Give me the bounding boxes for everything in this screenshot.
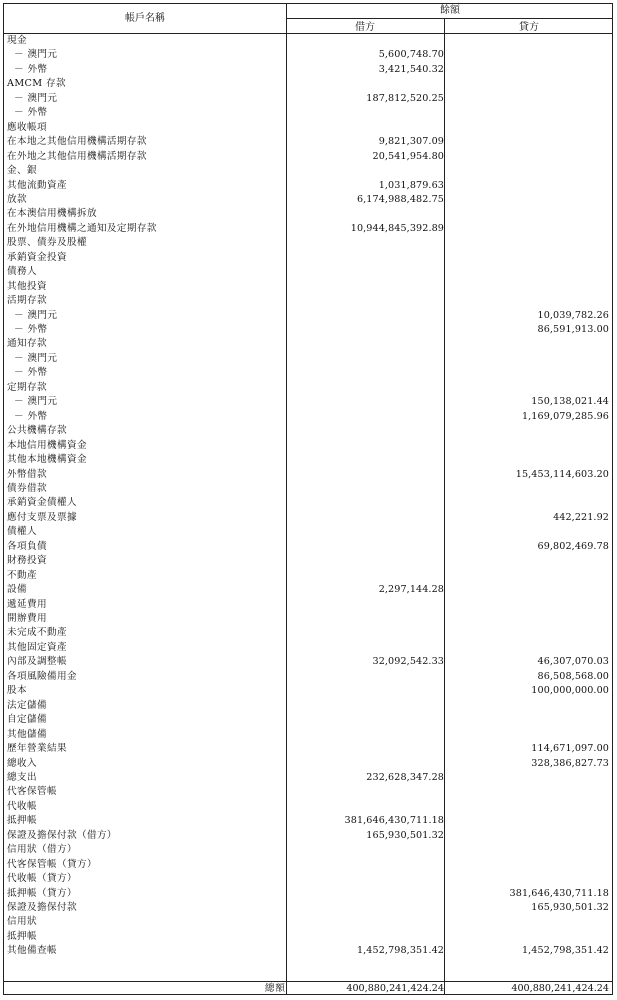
account-row: [4, 222, 614, 236]
account-label: 代收帳（貸方）: [7, 873, 77, 885]
account-label: － 外幣: [14, 63, 48, 75]
debit-amount: 165,930,501.32: [366, 829, 444, 841]
account-label: 抵押帳: [7, 815, 37, 827]
account-row: [4, 554, 614, 568]
account-row: [4, 77, 614, 91]
account-label: 股本: [7, 685, 27, 697]
credit-amount: 46,307,070.03: [537, 656, 609, 668]
account-label: 放款: [7, 193, 27, 205]
account-row: [4, 525, 614, 539]
account-label: 公共機構存款: [7, 425, 67, 437]
account-row: [4, 944, 614, 958]
account-row: [4, 236, 614, 250]
account-row: [4, 583, 614, 597]
account-label: 總支出: [7, 771, 37, 783]
debit-amount: 20,541,954.80: [372, 150, 444, 162]
account-label: 代客保管帳: [7, 786, 57, 798]
account-label: 其他本地機構資金: [7, 454, 87, 466]
credit-amount: 165,930,501.32: [531, 902, 609, 913]
debit-amount: 1,031,879.63: [378, 179, 444, 191]
header-debit: 借方: [355, 22, 375, 33]
account-label: － 外幣: [14, 324, 48, 335]
credit-amount: 381,646,430,711.18: [509, 887, 609, 899]
header-credit: 貸方: [519, 22, 539, 33]
account-row: [4, 872, 614, 886]
account-label: 歷年營業結果: [7, 743, 67, 755]
account-row: [4, 511, 614, 525]
account-label: 現金: [7, 35, 27, 46]
account-label: － 澳門元: [14, 352, 58, 364]
account-label: 自定儲備: [7, 714, 47, 726]
account-row: [4, 164, 614, 178]
total-row: [4, 982, 614, 996]
account-row: [4, 135, 614, 149]
account-label: 在本地之其他信用機構活期存款: [7, 136, 147, 148]
account-label: － 澳門元: [14, 396, 58, 408]
credit-amount: 86,591,913.00: [537, 324, 609, 335]
account-label: 信用狀（借方）: [7, 844, 77, 856]
account-row: [4, 381, 614, 395]
account-label: AMCM 存款: [7, 78, 66, 90]
account-row: [4, 453, 614, 467]
account-label: 應付支票及票據: [7, 511, 77, 523]
account-label: 本地信用機構資金: [7, 439, 87, 451]
account-row: [4, 366, 614, 380]
account-label: － 澳門元: [14, 49, 58, 61]
account-label: 各項風險備用金: [7, 670, 77, 682]
account-row: [4, 179, 614, 193]
account-row: [4, 439, 614, 453]
account-row: [4, 901, 614, 915]
account-label: － 外幣: [14, 367, 48, 379]
account-label: 活期存款: [7, 295, 47, 307]
debit-amount: 232,628,347.28: [366, 771, 444, 783]
account-row: [4, 915, 614, 929]
account-row: [4, 887, 614, 901]
account-row: [4, 207, 614, 221]
account-row: [4, 670, 614, 684]
account-row: [4, 684, 614, 698]
account-label: 總收入: [7, 757, 37, 769]
credit-amount: 1,169,079,285.96: [521, 410, 609, 422]
debit-amount: 381,646,430,711.18: [344, 815, 444, 827]
account-row: [4, 265, 614, 279]
account-label: 開辦費用: [7, 613, 47, 624]
account-row: [4, 294, 614, 308]
account-row: [4, 612, 614, 626]
account-row: [4, 742, 614, 756]
account-label: 其他儲備: [7, 728, 47, 740]
debit-amount: 10,944,845,392.89: [350, 222, 444, 234]
credit-amount: 15,453,114,603.20: [515, 468, 609, 480]
credit-amount: 86,508,568.00: [537, 670, 609, 682]
account-row: [4, 323, 614, 337]
account-label: 其他備查帳: [7, 945, 57, 957]
account-row: [4, 785, 614, 799]
account-row: [4, 800, 614, 814]
credit-amount: 150,138,021.44: [531, 396, 609, 408]
account-row: [4, 121, 614, 135]
account-row: [4, 829, 614, 843]
account-row: [4, 280, 614, 294]
account-label: 信用狀: [7, 916, 37, 928]
debit-amount: 3,421,540.32: [378, 63, 444, 75]
account-label: 財務投資: [7, 555, 47, 567]
account-label: 保證及擔保付款（借方）: [7, 829, 117, 841]
account-row: [4, 48, 614, 62]
debit-amount: 6,174,988,482.75: [356, 193, 444, 205]
account-label: 債券借款: [7, 482, 47, 494]
account-row: [4, 569, 614, 583]
header-divider-balance: [286, 18, 612, 19]
account-label: 在外地信用機構之通知及定期存款: [7, 222, 157, 234]
account-label: 金、銀: [7, 165, 37, 177]
account-row: [4, 395, 614, 409]
account-label: － 外幣: [14, 410, 48, 422]
account-label: － 澳門元: [14, 92, 58, 104]
account-row: [4, 193, 614, 207]
credit-amount: 328,386,827.73: [531, 757, 609, 769]
account-label: 應收帳項: [7, 121, 47, 133]
account-row: [4, 352, 614, 366]
account-label: 在外地之其他信用機構活期存款: [7, 150, 147, 162]
account-row: [4, 92, 614, 106]
account-label: 內部及調整帳: [7, 656, 67, 668]
account-row: [4, 496, 614, 510]
account-label: 其他流動資產: [7, 179, 67, 191]
account-row: [4, 858, 614, 872]
credit-amount: 114,671,097.00: [531, 743, 609, 755]
account-label: 各項負債: [7, 540, 47, 552]
account-label: 在本澳信用機構拆放: [7, 208, 97, 220]
debit-amount: 5,600,748.70: [378, 49, 444, 61]
debit-amount: 1,452,798,351.42: [356, 945, 444, 957]
debit-amount: 9,821,307.09: [378, 136, 444, 148]
account-label: 其他投資: [7, 280, 47, 292]
account-row: [4, 699, 614, 713]
account-row: [4, 930, 614, 944]
account-label: 股票、債券及股權: [7, 237, 87, 249]
debit-amount: 2,297,144.28: [378, 584, 444, 596]
credit-amount: 1,452,798,351.42: [521, 945, 609, 957]
account-row: [4, 34, 614, 48]
account-label: － 澳門元: [14, 309, 58, 321]
balance-sheet-table: [3, 3, 613, 995]
account-row: [4, 540, 614, 554]
account-row: [4, 655, 614, 669]
account-label: 債權人: [7, 526, 37, 538]
total-debit: 400,880,241,424.24: [346, 983, 444, 994]
account-label: 遞延費用: [7, 598, 47, 610]
account-label: 法定儲備: [7, 699, 47, 711]
total-credit: 400,880,241,424.24: [511, 983, 609, 994]
account-row: [4, 814, 614, 828]
total-label: 總額: [264, 983, 286, 994]
credit-amount: 10,039,782.26: [537, 309, 609, 321]
account-row: [4, 150, 614, 164]
account-label: 保證及擔保付款: [7, 902, 77, 913]
account-row: [4, 626, 614, 640]
account-label: 外幣借款: [7, 468, 47, 480]
account-row: [4, 641, 614, 655]
credit-amount: 100,000,000.00: [531, 685, 609, 697]
account-label: 定期存款: [7, 381, 47, 393]
account-row: [4, 757, 614, 771]
account-label: 代收帳: [7, 800, 37, 812]
account-row: [4, 713, 614, 727]
account-row: [4, 424, 614, 438]
credit-amount: 69,802,469.78: [537, 540, 609, 552]
account-row: [4, 728, 614, 742]
debit-amount: 187,812,520.25: [366, 92, 444, 104]
account-row: [4, 598, 614, 612]
credit-amount: 442,221.92: [553, 511, 609, 523]
account-label: 不動產: [7, 569, 37, 581]
account-row: [4, 251, 614, 265]
account-row: [4, 468, 614, 482]
account-row: [4, 309, 614, 323]
account-label: 代客保管帳（貸方）: [7, 858, 97, 870]
account-row: [4, 337, 614, 351]
account-label: 抵押帳（貸方）: [7, 887, 77, 899]
account-label: 債務人: [7, 266, 37, 278]
account-label: 抵押帳: [7, 930, 37, 942]
debit-amount: 32,092,542.33: [372, 656, 444, 668]
account-row: [4, 771, 614, 785]
account-label: 其他固定資產: [7, 641, 67, 653]
account-row: [4, 410, 614, 424]
account-row: [4, 106, 614, 120]
account-label: 承銷資金投資: [7, 251, 67, 263]
account-label: 設備: [7, 584, 27, 596]
account-row: [4, 482, 614, 496]
account-label: 通知存款: [7, 338, 47, 350]
account-row: [4, 63, 614, 77]
header-balance: 餘額: [440, 5, 460, 16]
header-account-name: 帳戶名稱: [125, 13, 165, 24]
account-label: 承銷資金債權人: [7, 497, 77, 509]
account-row: [4, 843, 614, 857]
account-label: － 外幣: [14, 107, 48, 119]
account-label: 未完成不動產: [7, 627, 67, 639]
